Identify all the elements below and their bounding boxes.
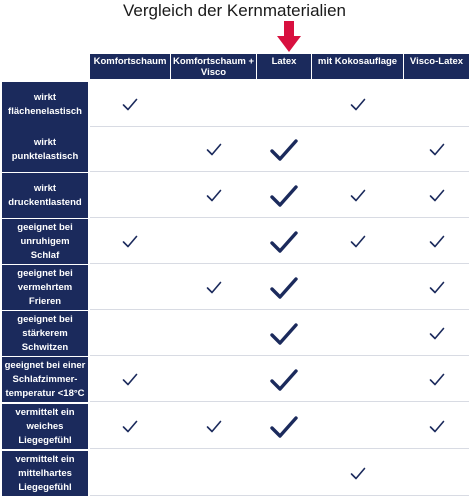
table-cell <box>257 127 311 172</box>
checkmark-icon <box>122 420 138 433</box>
table-cell <box>404 404 469 449</box>
checkmark-icon <box>350 235 366 248</box>
arrow-down-icon <box>277 21 301 52</box>
checkmark-icon <box>122 373 138 386</box>
table-cell <box>171 404 256 449</box>
table-cell <box>404 82 469 127</box>
table-row <box>0 82 469 127</box>
table-row <box>0 311 469 356</box>
checkmark-icon <box>122 98 138 111</box>
table-cell <box>171 357 256 402</box>
table-cell <box>404 357 469 402</box>
table-cell <box>312 173 403 218</box>
table-cell <box>312 311 403 356</box>
table-cell <box>171 311 256 356</box>
checkmark-icon <box>429 143 445 156</box>
table-row <box>0 265 469 310</box>
table-cell <box>90 311 170 356</box>
checkmark-icon <box>270 185 298 207</box>
checkmark-icon <box>350 98 366 111</box>
checkmark-icon <box>429 420 445 433</box>
checkmark-icon <box>429 373 445 386</box>
table-row <box>0 357 469 402</box>
checkmark-icon <box>270 231 298 253</box>
table-cell <box>312 404 403 449</box>
row-label: wirkt flächenelastisch <box>2 82 88 127</box>
table-cell <box>404 451 469 496</box>
row-label: geeignet bei vermehrtem Frieren <box>2 265 88 310</box>
table-cell <box>171 265 256 310</box>
table-row <box>0 451 469 496</box>
checkmark-icon <box>206 189 222 202</box>
checkmark-icon <box>122 235 138 248</box>
table-cell <box>90 82 170 127</box>
checkmark-icon <box>270 139 298 161</box>
table-cell <box>257 173 311 218</box>
checkmark-icon <box>429 281 445 294</box>
table-cell <box>171 82 256 127</box>
checkmark-icon <box>270 277 298 299</box>
column-header-2: Latex <box>257 54 311 79</box>
checkmark-icon <box>429 189 445 202</box>
table-cell <box>257 404 311 449</box>
row-label: geeignet bei unruhigem Schlaf <box>2 219 88 264</box>
checkmark-icon <box>270 416 298 438</box>
table-cell <box>257 265 311 310</box>
table-row <box>0 173 469 218</box>
table-cell <box>90 219 170 264</box>
page-title: Vergleich der Kernmaterialien <box>122 1 346 20</box>
table-cell <box>171 173 256 218</box>
table-cell <box>171 127 256 172</box>
row-label: geeignet bei einer Schlafzimmer- temperatur <18°C <box>2 357 88 402</box>
row-label: wirkt druckentlastend <box>2 173 88 218</box>
table-cell <box>257 219 311 264</box>
table-cell <box>404 265 469 310</box>
table-row <box>0 404 469 449</box>
table-cell <box>90 451 170 496</box>
checkmark-icon <box>350 189 366 202</box>
column-header-1: Komfortschaum + Visco <box>172 56 255 78</box>
table-cell <box>404 219 469 264</box>
table-cell <box>90 127 170 172</box>
table-cell <box>90 357 170 402</box>
table-cell <box>312 219 403 264</box>
table-cell <box>257 311 311 356</box>
table-cell <box>171 219 256 264</box>
column-header-3: mit Kokosauflage <box>312 54 403 79</box>
table-row <box>0 219 469 264</box>
checkmark-icon <box>429 327 445 340</box>
table-row <box>0 127 469 172</box>
table-cell <box>312 127 403 172</box>
column-header-0: Komfortschaum <box>90 54 170 79</box>
table-cell <box>257 451 311 496</box>
table-cell <box>90 404 170 449</box>
checkmark-icon <box>206 420 222 433</box>
checkmark-icon <box>270 323 298 345</box>
table-cell <box>404 173 469 218</box>
table-cell <box>171 451 256 496</box>
table-cell <box>312 265 403 310</box>
checkmark-icon <box>206 281 222 294</box>
row-label: vermittelt ein weiches Liegegefühl <box>2 404 88 449</box>
column-header-row <box>0 54 469 79</box>
checkmark-icon <box>429 235 445 248</box>
table-cell <box>90 173 170 218</box>
table-cell <box>257 82 311 127</box>
table-cell <box>312 451 403 496</box>
table-cell <box>404 127 469 172</box>
checkmark-icon <box>270 369 298 391</box>
row-label: vermittelt ein mittelhartes Liegegefühl <box>2 451 88 496</box>
checkmark-icon <box>206 143 222 156</box>
row-label: wirkt punktelastisch <box>2 127 88 172</box>
row-label: geeignet bei stärkerem Schwitzen <box>2 311 88 356</box>
checkmark-icon <box>350 467 366 480</box>
table-cell <box>312 357 403 402</box>
table-cell <box>404 311 469 356</box>
column-header-4: Visco-Latex <box>404 54 469 79</box>
table-cell <box>312 82 403 127</box>
table-cell <box>257 357 311 402</box>
table-cell <box>90 265 170 310</box>
